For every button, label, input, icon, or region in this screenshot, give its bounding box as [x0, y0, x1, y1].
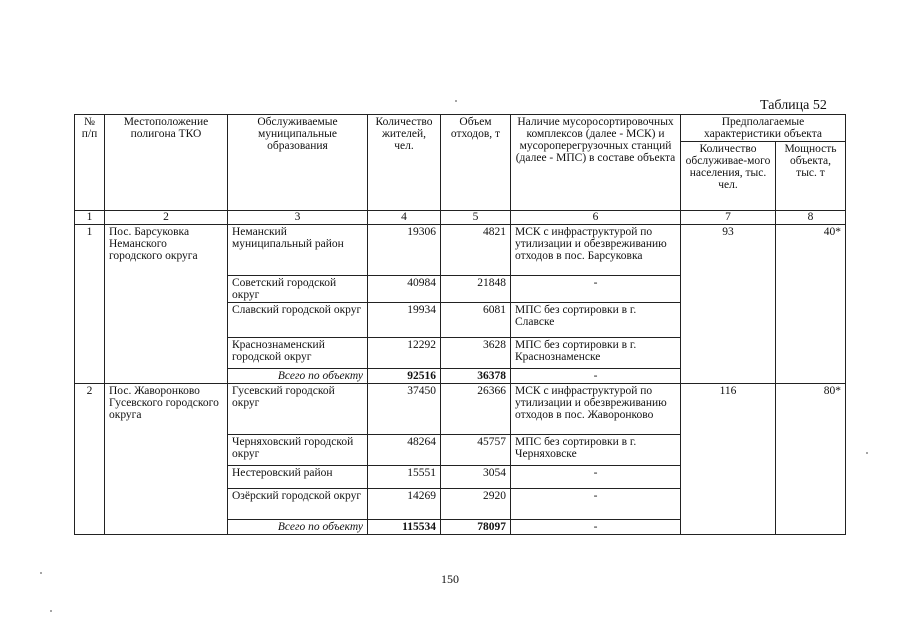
residents-cell: 14269 — [368, 489, 441, 520]
municipal-cell: Неманский муниципальный район — [228, 225, 368, 276]
waste-cell: 6081 — [441, 303, 511, 338]
total-label: Всего по объекту — [228, 369, 368, 384]
header-expected: Предполагаемые характеристики объекта — [681, 115, 846, 142]
group-location: Пос. Жаворонково Гусевского городского округа — [105, 384, 228, 535]
waste-cell: 3628 — [441, 338, 511, 369]
capacity-cell: 40* — [776, 225, 846, 384]
total-facility: - — [511, 520, 681, 535]
scan-speck — [455, 100, 457, 102]
municipal-cell: Краснознаменский городской округ — [228, 338, 368, 369]
facility-cell: МПС без сортировки в г. Черняховске — [511, 435, 681, 466]
waste-cell: 2920 — [441, 489, 511, 520]
capacity-cell: 80* — [776, 384, 846, 535]
header-capacity: Мощность объекта, тыс. т — [776, 142, 846, 211]
municipal-cell: Советский городской округ — [228, 276, 368, 303]
total-residents: 92516 — [368, 369, 441, 384]
group-location: Пос. Барсуковка Неманского городского округа — [105, 225, 228, 384]
scan-speck — [40, 572, 42, 574]
landfill-table — [74, 114, 846, 535]
header-municipal: Обслуживаемые муниципальные образования — [228, 115, 368, 211]
facility-cell: МПС без сортировки в г. Славске — [511, 303, 681, 338]
municipal-cell: Гусевский городской округ — [228, 384, 368, 435]
waste-cell: 26366 — [441, 384, 511, 435]
column-number: 7 — [681, 211, 776, 225]
column-number: 8 — [776, 211, 846, 225]
residents-cell: 19934 — [368, 303, 441, 338]
scan-speck — [866, 452, 868, 454]
waste-cell: 4821 — [441, 225, 511, 276]
column-number: 6 — [511, 211, 681, 225]
group-number: 1 — [75, 225, 105, 384]
waste-cell: 3054 — [441, 466, 511, 489]
column-number: 4 — [368, 211, 441, 225]
scan-speck — [50, 610, 52, 612]
header-waste: Объем отходов, т — [441, 115, 511, 211]
municipal-cell: Черняховский городской округ — [228, 435, 368, 466]
facility-cell: МПС без сортировки в г. Краснознаменске — [511, 338, 681, 369]
header-location: Местоположение полигона ТКО — [105, 115, 228, 211]
facility-cell: - — [511, 489, 681, 520]
total-label: Всего по объекту — [228, 520, 368, 535]
served-cell: 116 — [681, 384, 776, 535]
residents-cell: 12292 — [368, 338, 441, 369]
waste-cell: 21848 — [441, 276, 511, 303]
total-facility: - — [511, 369, 681, 384]
residents-cell: 15551 — [368, 466, 441, 489]
residents-cell: 37450 — [368, 384, 441, 435]
facility-cell: МСК с инфраструктурой по утилизации и обезвреживанию отходов в пос. Барсуковка — [511, 225, 681, 276]
facility-cell: МСК с инфраструктурой по утилизации и обезвреживанию отходов в пос. Жаворонково — [511, 384, 681, 435]
served-cell: 93 — [681, 225, 776, 384]
column-number: 5 — [441, 211, 511, 225]
waste-cell: 45757 — [441, 435, 511, 466]
group-number: 2 — [75, 384, 105, 535]
facility-cell: - — [511, 466, 681, 489]
header-served: Количество обслуживае-мого населения, тыс. чел. — [681, 142, 776, 211]
table-row — [75, 225, 846, 276]
residents-cell: 19306 — [368, 225, 441, 276]
residents-cell: 48264 — [368, 435, 441, 466]
column-number: 3 — [228, 211, 368, 225]
total-waste: 36378 — [441, 369, 511, 384]
header-num: № п/п — [75, 115, 105, 211]
total-residents: 115534 — [368, 520, 441, 535]
header-facilities: Наличие мусоросортировочных комплексов (далее - МСК) и мусороперегрузочных станций (далее - МПС) в составе объекта — [511, 115, 681, 211]
header-row — [75, 115, 846, 142]
municipal-cell: Озёрский городской округ — [228, 489, 368, 520]
column-number: 1 — [75, 211, 105, 225]
column-number-row — [75, 211, 846, 225]
table-title: Таблица 52 — [760, 98, 827, 113]
facility-cell: - — [511, 276, 681, 303]
header-residents: Количество жителей, чел. — [368, 115, 441, 211]
municipal-cell: Славский городской округ — [228, 303, 368, 338]
page-number: 150 — [441, 572, 459, 586]
table-row — [75, 384, 846, 435]
total-waste: 78097 — [441, 520, 511, 535]
municipal-cell: Нестеровский район — [228, 466, 368, 489]
residents-cell: 40984 — [368, 276, 441, 303]
column-number: 2 — [105, 211, 228, 225]
